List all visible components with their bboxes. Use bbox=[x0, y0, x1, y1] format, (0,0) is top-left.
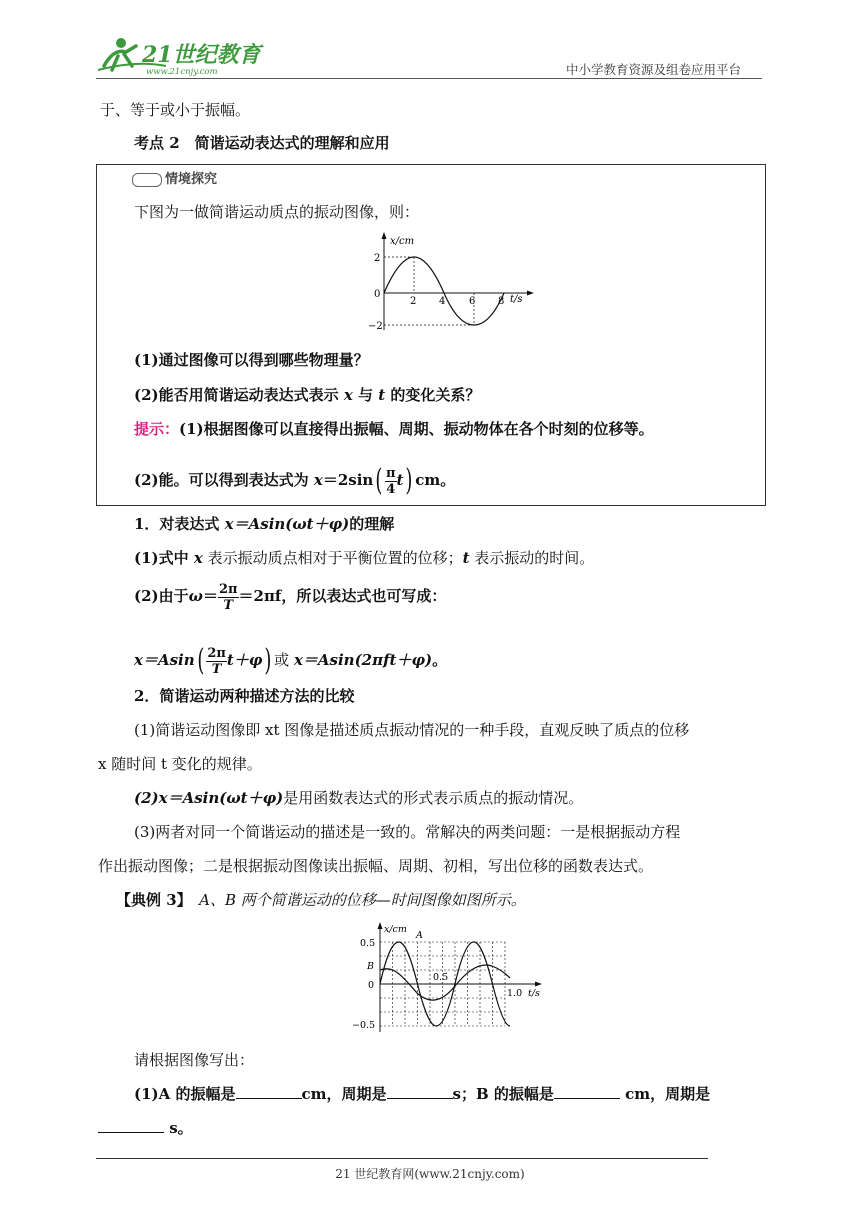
blank-a-amplitude[interactable] bbox=[236, 1084, 302, 1099]
hint-label: 提示： bbox=[134, 420, 180, 438]
sine-graph-1 bbox=[362, 230, 542, 340]
g2-ytick-0: 0 bbox=[368, 980, 375, 991]
g2-xtick-10: 1.0 bbox=[507, 988, 523, 999]
g1-ytick-0: 0 bbox=[374, 289, 381, 300]
sine-graph-2 bbox=[350, 918, 550, 1036]
point-1-title: 1．对表达式 x＝Asin(ωt＋φ)的理解 bbox=[134, 515, 395, 533]
scenario-badge: 情境探究 bbox=[132, 170, 217, 190]
blank-a-period[interactable] bbox=[387, 1084, 453, 1099]
footer-text: 21 世纪教育网(www.21cnjy.com) bbox=[335, 1167, 525, 1181]
carryover-text: 于、等于或小于振幅。 bbox=[100, 101, 251, 119]
scenario-intro: 下图为一做简谐运动质点的振动图像，则： bbox=[134, 203, 420, 221]
g1-x-arrow bbox=[527, 291, 534, 296]
g1-y-arrow bbox=[382, 232, 387, 239]
g1-xtick-6: 6 bbox=[469, 296, 476, 307]
point-2-title: 2．简谐运动两种描述方法的比较 bbox=[134, 687, 355, 705]
point-2-line-3b: 作出振动图像；二是根据振动图像读出振幅、周期、初相，写出位移的函数表达式。 bbox=[98, 857, 654, 875]
g2-ytick-neg05: −0.5 bbox=[352, 1020, 376, 1031]
blank-b-period[interactable] bbox=[98, 1118, 164, 1133]
g1-xlabel: t/s bbox=[510, 294, 523, 305]
g1-xtick-8: 8 bbox=[498, 296, 505, 307]
fill-question-line-1: (1)A 的振幅是 cm，周期是 s；B 的振幅是 cm，周期是 bbox=[134, 1085, 711, 1103]
header-platform-text: 中小学教育资源及组卷应用平台 bbox=[566, 62, 742, 77]
example-3: 【典例 3】 A、B 两个简谐运动的位移—时间图像如图所示。 bbox=[116, 891, 526, 909]
g2-ylabel: x/cm bbox=[384, 924, 407, 935]
logo-graphic bbox=[96, 36, 266, 78]
g2-y-arrow bbox=[378, 922, 383, 929]
question-1: (1)通过图像可以得到哪些物理量？ bbox=[134, 351, 369, 369]
g2-x-arrow bbox=[535, 982, 542, 987]
g2-ytick-b: B bbox=[367, 961, 374, 972]
question-2: (2)能否用简谐运动表达式表示 x 与 t 的变化关系？ bbox=[134, 386, 481, 404]
point-1-line-1: (1)式中 x 表示振动质点相对于平衡位置的位移；t 表示振动的时间。 bbox=[134, 549, 595, 567]
site-logo bbox=[96, 36, 266, 82]
logo-sub-text: www.21cnjy.com bbox=[146, 67, 218, 77]
point-2-line-2: (2)x＝Asin(ωt＋φ)是用函数表达式的形式表示质点的振动情况。 bbox=[134, 789, 584, 807]
point-2-line-3: (3)两者对同一个简谐运动的描述是一致的。常解决的两类问题：一是根据振动方程 bbox=[134, 823, 681, 841]
g1-curve bbox=[384, 257, 504, 325]
g1-ytick-neg2: −2 bbox=[368, 321, 383, 332]
hint-2: (2)能。可以得到表达式为 x＝2sin( $\frac{\pi}{4}$ t) cm。 bbox=[134, 463, 456, 498]
g2-ytick-05: 0.5 bbox=[360, 938, 376, 949]
point-1-line-3: x＝Asin( $\frac{2\pi}{T}$ t＋φ) 或 x＝Asin(2πft＋φ)。 bbox=[134, 643, 448, 678]
g1-ylabel: x/cm bbox=[390, 236, 415, 247]
point-2-line-1b: x 随时间 t 变化的规律。 bbox=[98, 755, 262, 773]
ask-text: 请根据图像写出： bbox=[134, 1051, 255, 1069]
hand-icon bbox=[132, 173, 162, 187]
g2-xlabel: t/s bbox=[528, 988, 540, 999]
g1-xtick-4: 4 bbox=[439, 296, 446, 307]
point-2-line-1: (1)简谐运动图像即 xt 图像是描述质点振动情况的一种手段，直观反映了质点的位移 bbox=[134, 721, 690, 739]
example-label: 【典例 3】 bbox=[116, 891, 185, 909]
g2-xtick-05: 0.5 bbox=[433, 972, 449, 983]
fill-question-line-2: s。 bbox=[98, 1118, 193, 1138]
header-divider bbox=[96, 78, 762, 79]
blank-b-amplitude[interactable] bbox=[554, 1084, 620, 1099]
g1-xtick-2: 2 bbox=[410, 296, 417, 307]
hint-1: 提示：(1)根据图像可以直接得出振幅、周期、振动物体在各个时刻的位移等。 bbox=[134, 420, 654, 438]
g1-ytick-2: 2 bbox=[374, 253, 381, 264]
g2-curve-a-label: A bbox=[416, 930, 423, 941]
point-1-line-2: (2)由于ω＝ $\frac{2\pi}{T}$ ＝2πf，所以表达式也可写成： bbox=[134, 581, 447, 613]
section-title: 考点 2 简谐运动表达式的理解和应用 bbox=[134, 134, 390, 152]
logo-main-text: 21世纪教育 bbox=[142, 42, 261, 68]
footer-divider bbox=[96, 1158, 708, 1159]
